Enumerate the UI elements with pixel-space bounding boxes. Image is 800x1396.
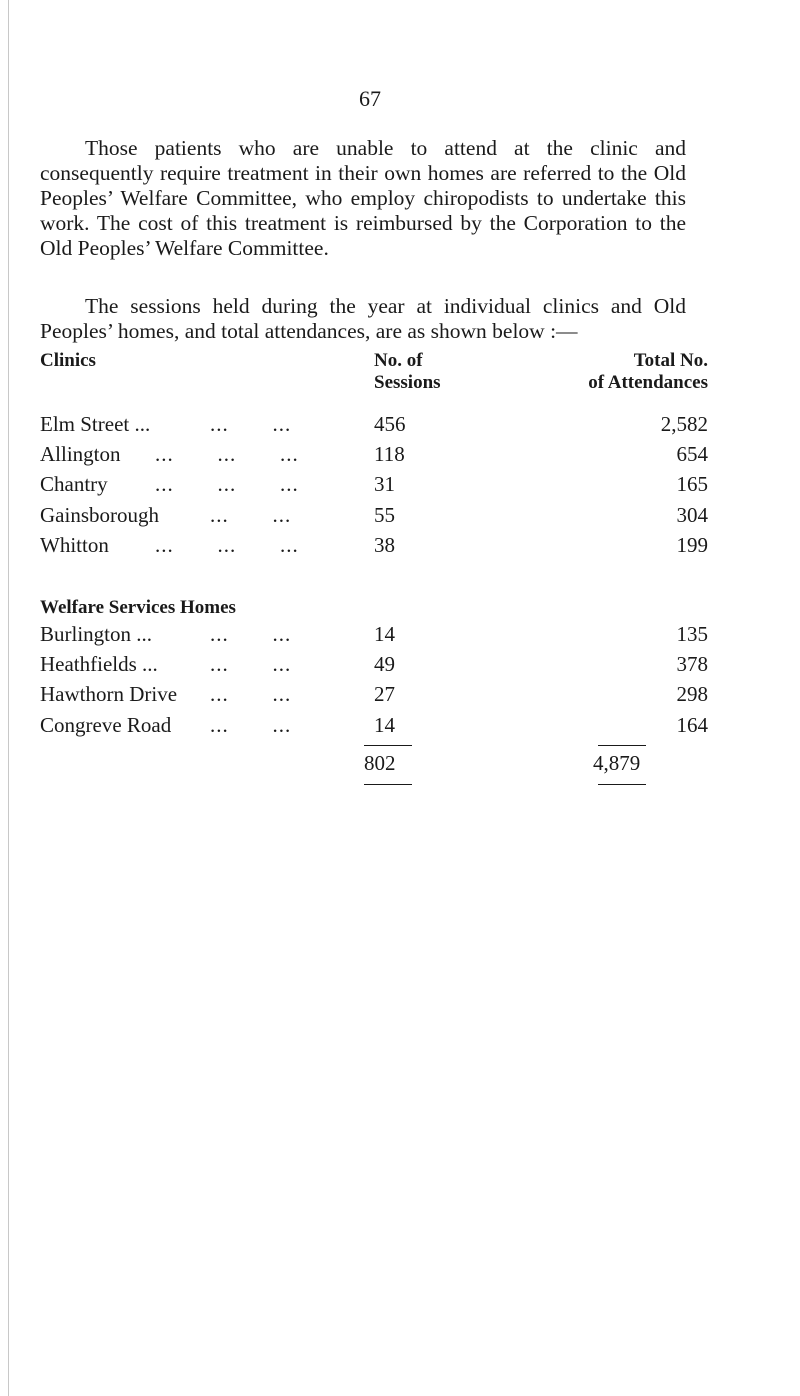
row-leader-dots: ... ...: [210, 713, 292, 737]
row-name: Elm Street ...: [40, 412, 151, 436]
row-name: Allington: [40, 442, 121, 466]
total-rule-bottom-attendances: [598, 784, 646, 785]
total-attendances: 4,879: [593, 751, 641, 775]
row-attendances: 654: [676, 442, 708, 466]
header-attend-line2: of Attendances: [588, 372, 708, 393]
row-sessions: 14: [374, 622, 395, 646]
table-row-clinic: [40, 442, 720, 472]
table-row-clinic: [40, 472, 720, 502]
row-name: Chantry: [40, 472, 108, 496]
row-attendances: 135: [676, 622, 708, 646]
row-attendances: 304: [676, 503, 708, 527]
row-name: Congreve Road: [40, 713, 172, 737]
row-sessions: 456: [374, 412, 406, 436]
page-edge-line: [8, 0, 9, 1396]
header-sessions-line1: No. of: [374, 350, 423, 371]
row-leader-dots: ... ...: [210, 682, 292, 706]
row-leader-dots: ... ...: [210, 412, 292, 436]
row-leader-dots: ... ...: [210, 652, 292, 676]
row-sessions: 27: [374, 682, 395, 706]
header-attend-line1: Total No.: [633, 350, 708, 371]
row-attendances: 199: [676, 533, 708, 557]
table-row-home: [40, 682, 720, 712]
total-sessions: 802: [364, 751, 396, 775]
row-attendances: 2,582: [660, 412, 708, 436]
header-clinics: Clinics: [40, 350, 96, 371]
row-name: Heathfields ...: [40, 652, 158, 676]
row-attendances: 298: [676, 682, 708, 706]
table-row-clinic: [40, 412, 720, 442]
page-number: 67: [359, 86, 381, 111]
row-attendances: 165: [676, 472, 708, 496]
row-name: Hawthorn Drive: [40, 682, 178, 706]
table-row-home: [40, 652, 720, 682]
row-name: Gainsborough: [40, 503, 159, 527]
total-rule-bottom-sessions: [364, 784, 412, 785]
intro-paragraph: Those patients who are unable to attend at the clinic and consequently require treatment in their own homes are referred to the Old Peoples’ Welfare Committee, who employ chiropodists to undertake this work. The cost of this treatment is reimbursed by the Corporation to the Old Peoples’ Welfare Committee.: [40, 136, 686, 260]
row-sessions: 55: [374, 503, 395, 527]
row-leader-dots: ... ... ...: [155, 442, 299, 466]
row-leader-dots: ... ... ...: [155, 533, 299, 557]
row-sessions: 31: [374, 472, 395, 496]
row-leader-dots: ... ... ...: [155, 472, 299, 496]
table-row-clinic: [40, 503, 720, 533]
total-rule-top-attendances: [598, 745, 646, 746]
table-row-home: [40, 713, 720, 743]
row-sessions: 38: [374, 533, 395, 557]
row-leader-dots: ... ...: [210, 503, 292, 527]
row-sessions: 49: [374, 652, 395, 676]
header-sessions-line2: Sessions: [374, 372, 441, 393]
row-attendances: 164: [676, 713, 708, 737]
section-heading-homes: Welfare Services Homes: [40, 597, 236, 618]
row-name: Whitton: [40, 533, 109, 557]
total-rule-top-sessions: [364, 745, 412, 746]
row-attendances: 378: [676, 652, 708, 676]
row-name: Burlington ...: [40, 622, 153, 646]
row-sessions: 14: [374, 713, 395, 737]
row-sessions: 118: [374, 442, 405, 466]
table-row-home: [40, 622, 720, 652]
row-leader-dots: ... ...: [210, 622, 292, 646]
table-row-clinic: [40, 533, 720, 563]
header-attendances: [480, 350, 708, 394]
sessions-paragraph: The sessions held during the year at individual clinics and Old Peoples’ homes, and total attendances, are as shown below :—: [40, 294, 686, 343]
